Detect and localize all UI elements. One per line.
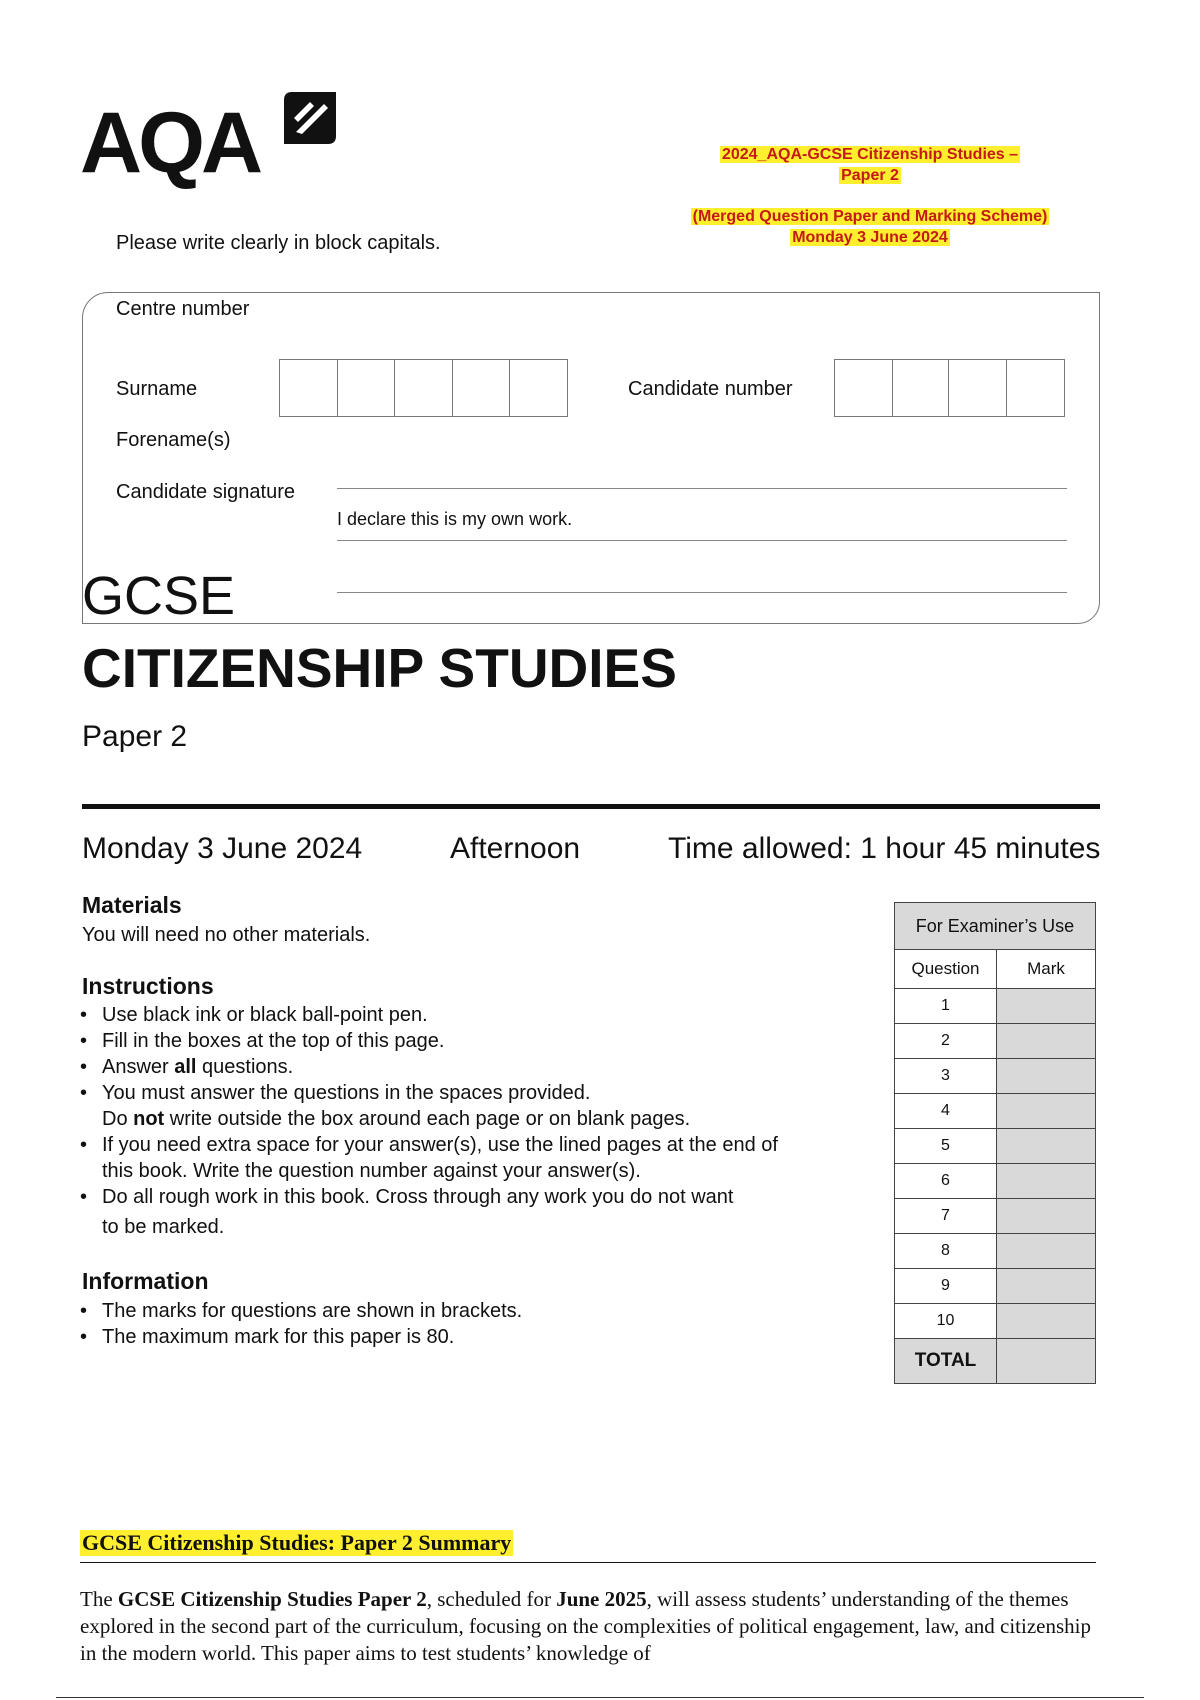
total-label: TOTAL [895, 1339, 997, 1383]
candidate-digit-box[interactable] [893, 360, 950, 416]
candidate-digit-box[interactable] [835, 360, 893, 416]
total-mark-cell [997, 1339, 1095, 1383]
instructions-list [80, 1002, 870, 1240]
summary-divider [80, 1562, 1096, 1563]
list-item: • If you need extra space for your answer(s), use the lined pages at the end of this book. Write the question number against your answer(s). [80, 1132, 870, 1184]
qualification-title: GCSE [82, 566, 236, 626]
examiner-use-table [894, 902, 1096, 1384]
centre-digit-box[interactable] [510, 360, 567, 416]
note-line-4: Monday 3 June 2024 [792, 229, 948, 246]
list-item: • Fill in the boxes at the top of this page. [80, 1028, 870, 1054]
table-row: 10 [895, 1304, 1095, 1339]
mark-column-header: Mark [1027, 959, 1065, 978]
list-item: • The maximum mark for this paper is 80. [80, 1324, 870, 1350]
materials-text: You will need no other materials. [82, 924, 371, 946]
surname-line[interactable] [337, 488, 1067, 489]
note-line-1: 2024_AQA-GCSE Citizenship Studies – [721, 146, 1019, 163]
note-line-2: Paper 2 [841, 167, 899, 184]
block-capitals-instruction: Please write clearly in block capitals. [116, 232, 441, 254]
list-item: • The marks for questions are shown in brackets. [80, 1298, 870, 1324]
list-item: • You must answer the questions in the spaces provided. Do not write outside the box around each page or on blank pages. [80, 1080, 870, 1132]
centre-digit-box[interactable] [453, 360, 511, 416]
table-row: 5 [895, 1129, 1095, 1164]
exam-date: Monday 3 June 2024 [82, 832, 363, 865]
centre-number-boxes[interactable] [279, 359, 568, 417]
title-divider [82, 804, 1100, 809]
logo-text: AQA [80, 95, 260, 191]
total-row [895, 1339, 1095, 1383]
list-item: • Do all rough work in this book. Cross through any work you do not want to be marked. [80, 1184, 870, 1240]
forenames-label: Forename(s) [116, 429, 231, 451]
subject-title: CITIZENSHIP STUDIES [82, 637, 677, 699]
mark-cell [997, 1269, 1095, 1303]
note-line-3: (Merged Question Paper and Marking Scheme) [692, 208, 1048, 225]
mark-cell [997, 1059, 1095, 1093]
list-item: • Use black ink or black ball-point pen. [80, 1002, 870, 1028]
table-row: 2 [895, 1024, 1095, 1059]
forenames-line[interactable] [337, 540, 1067, 541]
table-row: 3 [895, 1059, 1095, 1094]
summary-paragraph: The GCSE Citizenship Studies Paper 2, scheduled for June 2025, will assess students’ understanding of the themes explored in the second part of the curriculum, focusing on the complexities of political engagement, law, and citizenship in the modern world. This paper aims to test students’ knowledge of [80, 1587, 1091, 1665]
logo-mark-icon [280, 88, 340, 148]
information-list [80, 1298, 870, 1350]
centre-digit-box[interactable] [338, 360, 396, 416]
materials-heading: Materials [82, 892, 182, 918]
candidate-digit-box[interactable] [1007, 360, 1064, 416]
table-row: 9 [895, 1269, 1095, 1304]
signature-line[interactable] [337, 592, 1067, 593]
summary-title: GCSE Citizenship Studies: Paper 2 Summary [82, 1530, 512, 1555]
list-item: • Answer all questions. [80, 1054, 870, 1080]
time-allowed: Time allowed: 1 hour 45 minutes [668, 832, 1101, 865]
table-row: 4 [895, 1094, 1095, 1129]
centre-number-label: Centre number [116, 298, 250, 320]
page-bottom-rule [56, 1697, 1144, 1698]
table-row: 6 [895, 1164, 1095, 1199]
table-row: 7 [895, 1199, 1095, 1234]
mark-cell [997, 1304, 1095, 1338]
exam-session: Afternoon [450, 832, 581, 865]
candidate-number-boxes[interactable] [834, 359, 1065, 417]
paper-title: Paper 2 [82, 720, 188, 753]
table-row: 8 [895, 1234, 1095, 1269]
examiner-table-header [895, 950, 1095, 989]
mark-cell [997, 1094, 1095, 1128]
merged-paper-note [640, 144, 1100, 248]
candidate-number-label: Candidate number [628, 378, 793, 400]
signature-label: Candidate signature [116, 481, 296, 503]
surname-label: Surname [116, 378, 198, 400]
centre-digit-box[interactable] [395, 360, 453, 416]
instructions-heading: Instructions [82, 973, 214, 999]
information-heading: Information [82, 1268, 209, 1294]
centre-digit-box[interactable] [280, 360, 338, 416]
mark-cell [997, 1234, 1095, 1268]
table-row: 1 [895, 989, 1095, 1024]
mark-cell [997, 1024, 1095, 1058]
mark-cell [997, 1199, 1095, 1233]
declaration-text: I declare this is my own work. [337, 509, 573, 529]
examiner-table-title: For Examiner’s Use [895, 903, 1095, 950]
question-column-header: Question [895, 950, 997, 988]
aqa-logo [80, 88, 350, 198]
mark-cell [997, 1164, 1095, 1198]
mark-cell [997, 989, 1095, 1023]
mark-cell [997, 1129, 1095, 1163]
candidate-digit-box[interactable] [949, 360, 1007, 416]
